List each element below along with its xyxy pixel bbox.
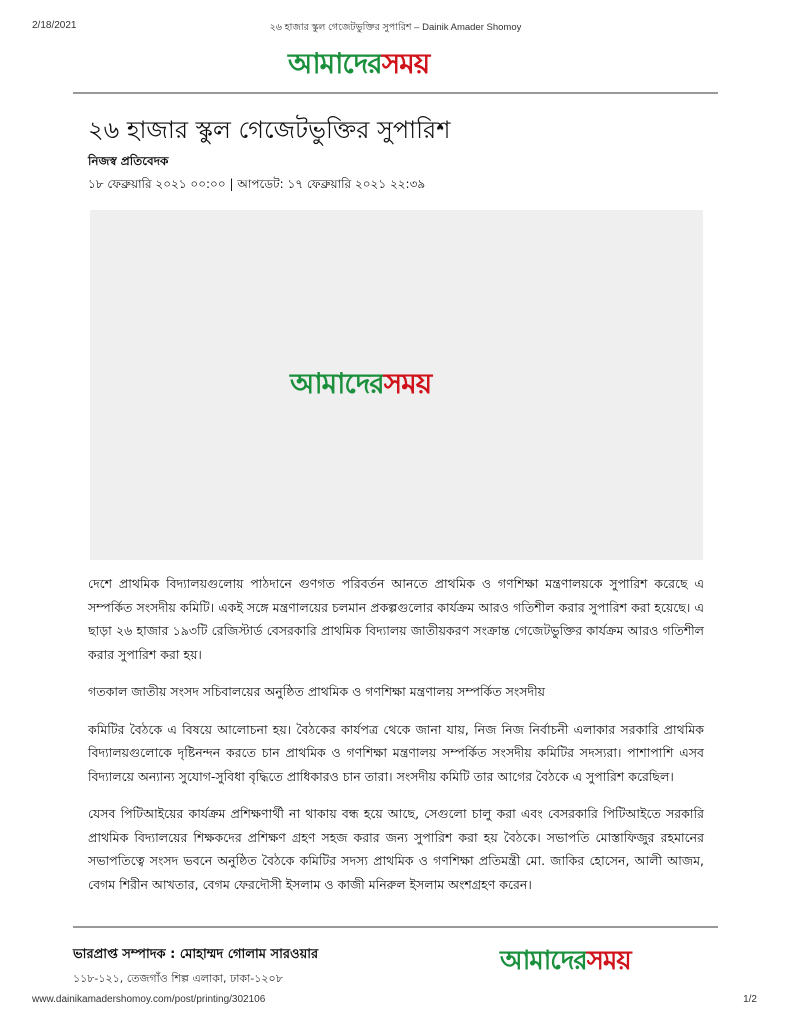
logo-part-green: আমাদের bbox=[290, 367, 384, 400]
site-logo[interactable] bbox=[288, 42, 429, 89]
paragraph: কমিটির বৈঠকে এ বিষয়ে আলোচনা হয়। বৈঠকের কার্যপত্র থেকে জানা যায়, নিজ নিজ নির্বাচনী এলাকার সরকারি প্রাথমিক বিদ্যালয়গুলোকে দৃষ্টিনন্দন করতে চান প্রাথমিক ও গণশিক্ষা মন্ত্রণালয় সম্পর্কিত সংসদীয় কমিটির সদস্যরা। পাশাপাশি এসব বিদ্যালয়ে অন্যান্য সুযোগ-সুবিধা বৃদ্ধিতে প্রাধিকারও চান তারা। সংসদীয় কমিটি তার আগের বৈঠকে এ সুপারিশ করেছিল। bbox=[88, 721, 704, 784]
article-body bbox=[88, 572, 704, 910]
footer-divider bbox=[73, 926, 718, 928]
paragraph: দেশে প্রাথমিক বিদ্যালয়গুলোয় পাঠদানে গুণগত পরিবর্তন আনতে প্রাথমিক ও গণশিক্ষা মন্ত্রণালয়কে সুপারিশ করেছে এ সম্পর্কিত সংসদীয় কমিটি। একই সঙ্গে মন্ত্রণালয়ের চলমান প্রকল্পগুলোর কার্যক্রম আরও গতিশীল করার সুপারিশ করা হয়েছে। এ ছাড়া ২৬ হাজার ১৯৩টি রেজিস্টার্ড বেসরকারি প্রাথমিক বিদ্যালয় জাতীয়করণ সংক্রান্ত গেজেটভুক্তির কার্যক্রম আরও গতিশীল করার সুপারিশ করা হয়। bbox=[88, 576, 704, 662]
footer-address: ১১৮-১২১, তেজগাঁও শিল্প এলাকা, ঢাকা-১২০৮ bbox=[73, 972, 283, 985]
logo-part-green: আমাদের bbox=[500, 946, 587, 976]
article-author: নিজস্ব প্রতিবেদক bbox=[88, 154, 169, 168]
page-number: 1/2 bbox=[743, 994, 757, 1005]
article-dateline: ১৮ ফেব্রুয়ারি ২০২১ ০০:০০ | আপডেট: ১৭ ফেব্রুয়ারি ২০২১ ২২:৩৯ bbox=[88, 177, 426, 191]
logo-part-red: সময় bbox=[381, 47, 430, 80]
print-title: ২৬ হাজার স্কুল গেজেটভুক্তির সুপারিশ – Dainik Amader Shomoy bbox=[269, 22, 522, 33]
print-date: 2/18/2021 bbox=[32, 20, 77, 31]
paragraph: গতকাল জাতীয় সংসদ সচিবালয়ের অনুষ্ঠিত প্রাথমিক ও গণশিক্ষা মন্ত্রণালয় সম্পর্কিত সংসদীয় bbox=[88, 684, 546, 699]
logo-part-red: সময় bbox=[586, 946, 631, 976]
logo-part-green: আমাদের bbox=[288, 47, 382, 80]
paragraph: যেসব পিটিআইয়ের কার্যক্রম প্রশিক্ষণার্থী না থাকায় বন্ধ হয়ে আছে, সেগুলো চালু করা এবং বেসরকারি পিটিআইতে সরকারি প্রাথমিক বিদ্যালয়ের শিক্ষকদের প্রশিক্ষণ গ্রহণ সহজ করার জন্য সুপারিশ করা হয় বৈঠকে। সভাপতি মোস্তাফিজুর রহমানের সভাপতিত্বে সংসদ ভবনে অনুষ্ঠিত বৈঠকে কমিটির সদস্য প্রাথমিক ও গণশিক্ষা প্রতিমন্ত্রী মো. জাকির হোসেন, আলী আজম, বেগম শিরীন আখতার, বেগম ফেরদৌসী ইসলাম ও কাজী মনিরুল ইসলাম অংশগ্রহণ করেন। bbox=[88, 806, 704, 892]
footer-logo bbox=[500, 940, 631, 984]
placeholder-logo bbox=[290, 362, 431, 409]
article-headline: ২৬ হাজার স্কুল গেজেটভুক্তির সুপারিশ bbox=[88, 116, 451, 144]
print-url[interactable]: www.dainikamadershomoy.com/post/printing/302106 bbox=[32, 994, 266, 1005]
logo-part-red: সময় bbox=[383, 367, 432, 400]
header-divider bbox=[73, 92, 718, 94]
footer-editor: ভারপ্রাপ্ত সম্পাদক : মোহাম্মদ গোলাম সারওয়ার bbox=[73, 947, 319, 962]
